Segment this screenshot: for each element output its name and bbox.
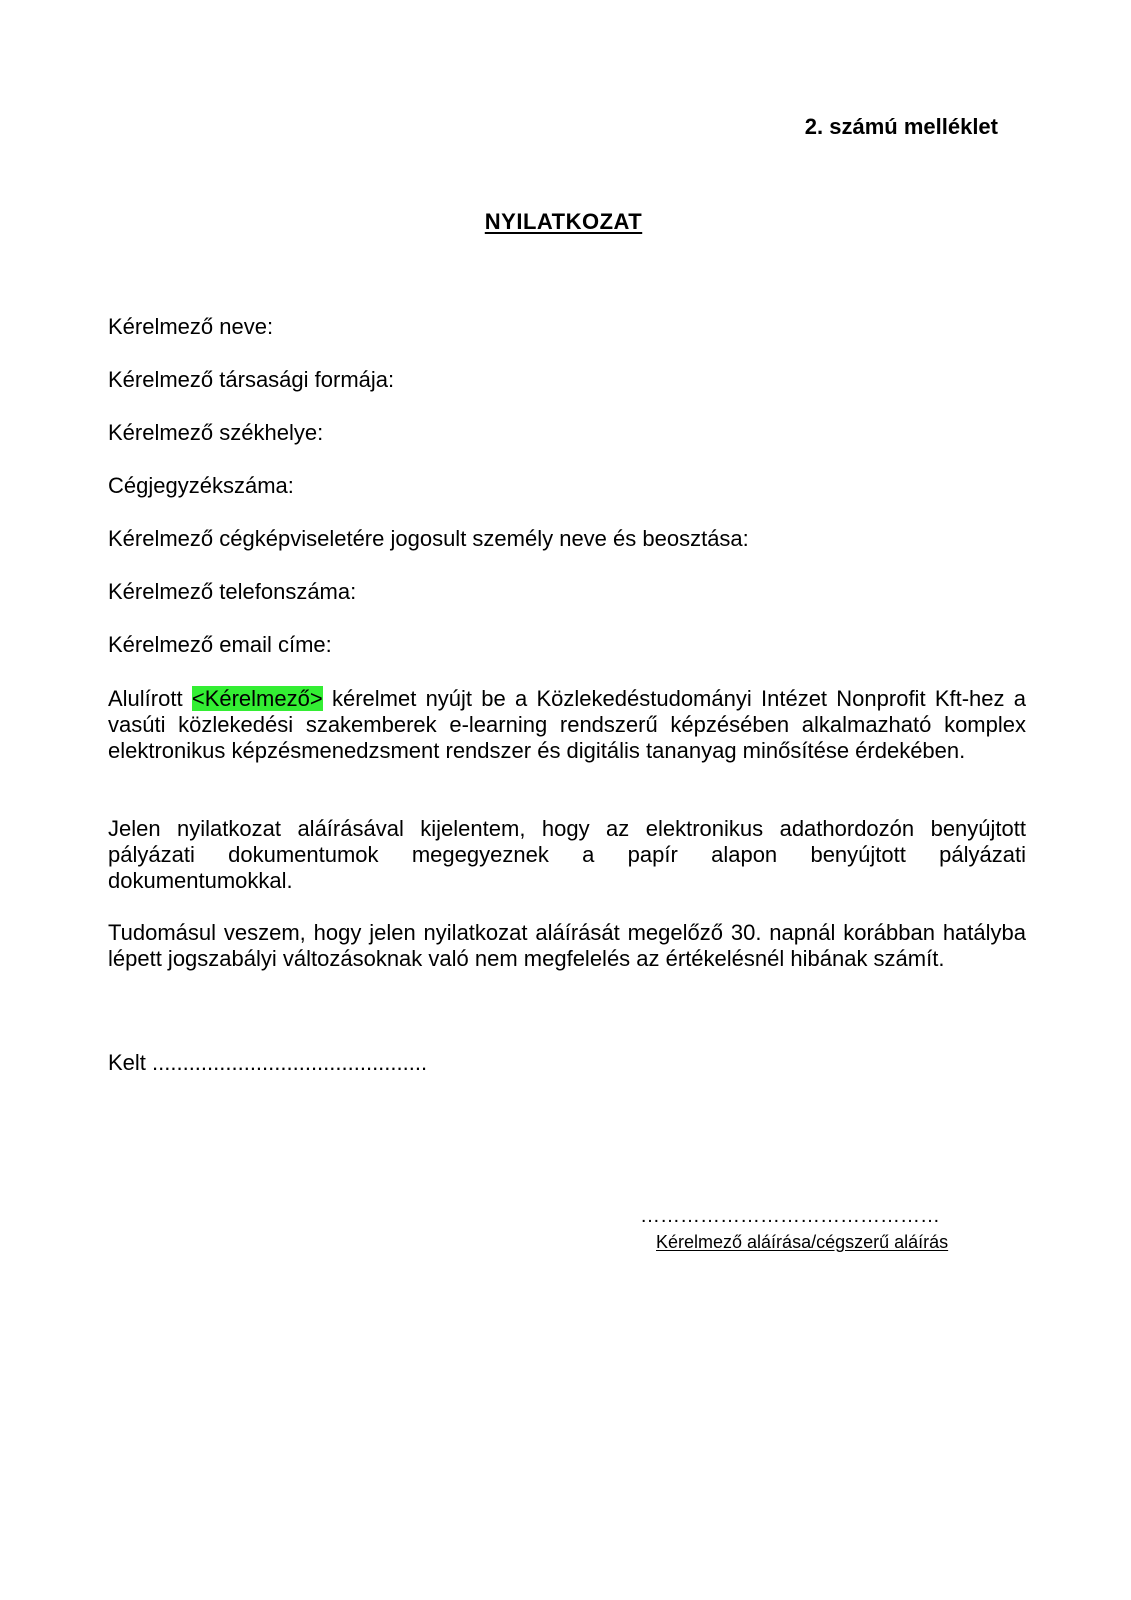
declaration-paragraph-application: [108, 686, 1026, 764]
annex-label: 2. számú melléklet: [804, 114, 998, 139]
date-place-line: Kelt .............................................: [108, 1050, 428, 1075]
signature-label: Kérelmező aláírása/cégszerű aláírás: [656, 1232, 949, 1252]
document-title-wrapper: [0, 200, 1131, 237]
field-authorized-representative: Kérelmező cégképviseletére jogosult személy neve és beosztása:: [108, 526, 749, 551]
applicant-placeholder-highlight: <Kérelmező>: [191, 686, 323, 711]
paragraph1-before: Alulírott: [108, 686, 192, 711]
paragraph1-after: kérelmet nyújt be a Közlekedéstudományi Intézet Nonprofit Kft-hez a vasúti közlekedési szakemberek e-learning rendszerű képzésében alkalmazható komplex elektronikus képzésmenedzsment rendszer és digitális tananyag minősítése érdekében.: [108, 686, 1026, 763]
field-email-address: Kérelmező email címe:: [108, 632, 332, 657]
field-company-form: Kérelmező társasági formája:: [108, 367, 395, 392]
field-phone-number: Kérelmező telefonszáma:: [108, 579, 357, 604]
document-title: NYILATKOZAT: [484, 209, 643, 234]
declaration-paragraph-documents: Jelen nyilatkozat aláírásával kijelentem, hogy az elektronikus adathordozón benyújtott pályázati dokumentumok megegyeznek a papír alapon benyújtott pályázati dokumentumokkal.: [108, 816, 1026, 893]
signature-line: ………………………………………: [640, 1205, 940, 1227]
declaration-paragraph-legislation: Tudomásul veszem, hogy jelen nyilatkozat aláírását megelőző 30. napnál korábban hatályba lépett jogszabályi változásoknak való nem megfelelés az értékelésnél hibának számít.: [108, 920, 1026, 971]
field-registered-office: Kérelmező székhelye:: [108, 420, 324, 445]
field-company-registration-number: Cégjegyzékszáma:: [108, 473, 294, 498]
field-applicant-name: Kérelmező neve:: [108, 314, 274, 339]
applicant-fields-list: [108, 314, 749, 685]
